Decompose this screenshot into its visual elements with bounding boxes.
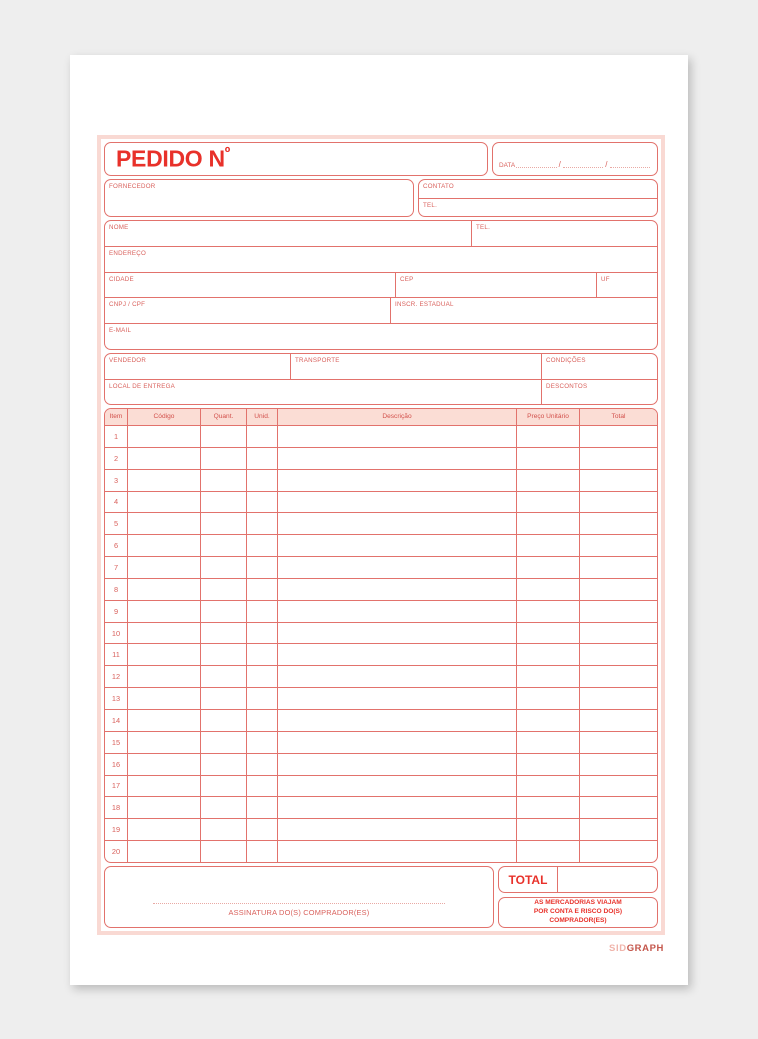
table-row — [105, 687, 657, 709]
order-number-field[interactable] — [104, 142, 488, 176]
supplier-strip — [104, 179, 658, 217]
cell-code[interactable] — [127, 797, 200, 818]
table-row — [105, 775, 657, 797]
cell-item-number — [105, 470, 127, 491]
cell-code[interactable] — [127, 623, 200, 644]
cell-item-number — [105, 579, 127, 600]
cell-code[interactable] — [127, 492, 200, 513]
cell-total[interactable] — [579, 601, 657, 622]
cell-code[interactable] — [127, 601, 200, 622]
cell-description[interactable] — [277, 492, 516, 513]
customer-row-tax — [105, 297, 657, 323]
brand-sid: SID — [609, 943, 627, 954]
table-row — [105, 840, 657, 862]
brand-logo — [609, 943, 664, 954]
cell-unit-price[interactable] — [516, 819, 579, 840]
total-row — [498, 866, 658, 893]
contact-label: CONTATO — [423, 183, 454, 190]
cell-total[interactable] — [579, 535, 657, 556]
cell-quantity[interactable] — [200, 426, 246, 447]
cell-unit[interactable] — [246, 513, 277, 534]
cell-description[interactable] — [277, 601, 516, 622]
cell-unit-price[interactable] — [516, 579, 579, 600]
cell-code[interactable] — [127, 754, 200, 775]
cell-description[interactable] — [277, 797, 516, 818]
row-number: 7 — [113, 562, 119, 572]
customer-tax-id-field[interactable] — [105, 298, 390, 323]
total-value-field[interactable] — [558, 867, 657, 892]
cell-unit-price[interactable] — [516, 754, 579, 775]
customer-state-label: UF — [601, 275, 610, 283]
cell-description[interactable] — [277, 819, 516, 840]
seller-field[interactable] — [105, 354, 290, 379]
table-row — [105, 600, 657, 622]
cell-unit-price[interactable] — [516, 797, 579, 818]
cell-item-number — [105, 732, 127, 753]
cell-quantity[interactable] — [200, 579, 246, 600]
contact-phone-field[interactable] — [419, 198, 657, 217]
column-header-total: Total — [579, 409, 657, 425]
date-field[interactable] — [492, 142, 658, 176]
cell-unit[interactable] — [246, 797, 277, 818]
row-number: 8 — [113, 584, 119, 594]
cell-quantity[interactable] — [200, 448, 246, 469]
cell-description[interactable] — [277, 644, 516, 665]
table-row — [105, 578, 657, 600]
shipping-notice-line-1: AS MERCADORIAS VIAJAM — [534, 899, 622, 907]
cell-item-number — [105, 535, 127, 556]
table-row — [105, 447, 657, 469]
table-row — [105, 622, 657, 644]
cell-quantity[interactable] — [200, 644, 246, 665]
footer-strip — [104, 866, 658, 928]
table-row — [105, 818, 657, 840]
cell-unit[interactable] — [246, 448, 277, 469]
cell-unit-price[interactable] — [516, 732, 579, 753]
brand-graph: GRAPH — [626, 943, 664, 954]
cell-item-number — [105, 601, 127, 622]
cell-quantity[interactable] — [200, 819, 246, 840]
cell-unit-price[interactable] — [516, 513, 579, 534]
cell-item-number — [105, 557, 127, 578]
column-header-unit-price: Preço Unitário — [516, 409, 579, 425]
customer-phone-field[interactable] — [471, 221, 657, 246]
cell-total[interactable] — [579, 688, 657, 709]
transport-field[interactable] — [290, 354, 541, 379]
cell-code[interactable] — [127, 535, 200, 556]
cell-description[interactable] — [277, 841, 516, 862]
cell-total[interactable] — [579, 732, 657, 753]
cell-quantity[interactable] — [200, 797, 246, 818]
cell-unit-price[interactable] — [516, 644, 579, 665]
cell-item-number — [105, 797, 127, 818]
table-row — [105, 709, 657, 731]
cell-code[interactable] — [127, 841, 200, 862]
cell-code[interactable] — [127, 710, 200, 731]
cell-description[interactable] — [277, 448, 516, 469]
cell-code[interactable] — [127, 513, 200, 534]
cell-description[interactable] — [277, 426, 516, 447]
customer-row-address — [105, 246, 657, 272]
cell-quantity[interactable] — [200, 513, 246, 534]
cell-item-number — [105, 513, 127, 534]
table-row — [105, 643, 657, 665]
cell-total[interactable] — [579, 470, 657, 491]
row-number: 20 — [111, 846, 121, 856]
contact-field[interactable] — [419, 180, 657, 198]
customer-city-field[interactable] — [105, 273, 395, 298]
customer-block — [104, 220, 658, 350]
cell-quantity[interactable] — [200, 841, 246, 862]
cell-quantity[interactable] — [200, 623, 246, 644]
cell-total[interactable] — [579, 513, 657, 534]
cell-total[interactable] — [579, 623, 657, 644]
cell-total[interactable] — [579, 492, 657, 513]
cell-code[interactable] — [127, 579, 200, 600]
row-number: 4 — [113, 497, 119, 507]
cell-code[interactable] — [127, 644, 200, 665]
cell-total[interactable] — [579, 426, 657, 447]
cell-unit-price[interactable] — [516, 666, 579, 687]
cell-unit-price[interactable] — [516, 601, 579, 622]
column-header-description: Descrição — [277, 409, 516, 425]
delivery-place-field[interactable] — [105, 380, 541, 405]
logistics-block — [104, 353, 658, 405]
row-number: 10 — [111, 628, 121, 638]
items-table — [104, 408, 658, 863]
cell-quantity[interactable] — [200, 688, 246, 709]
ordinal-mark: º — [224, 144, 230, 162]
row-number: 15 — [111, 737, 121, 747]
row-number: 13 — [111, 694, 121, 704]
cell-quantity[interactable] — [200, 732, 246, 753]
cell-unit[interactable] — [246, 470, 277, 491]
cell-item-number — [105, 623, 127, 644]
customer-row-name — [105, 221, 657, 246]
row-number: 18 — [111, 803, 121, 813]
cell-unit[interactable] — [246, 841, 277, 862]
footer-right-column — [498, 866, 658, 928]
row-number: 6 — [113, 541, 119, 551]
table-row — [105, 491, 657, 513]
cell-description[interactable] — [277, 688, 516, 709]
customer-row-email — [105, 323, 657, 349]
date-label: DATA — [499, 162, 516, 169]
page-title: PEDIDO $N^º$ — [116, 144, 230, 172]
contact-phone-label: TEL. — [423, 201, 438, 209]
shipping-notice — [498, 897, 658, 928]
customer-name-field[interactable] — [105, 221, 471, 246]
column-header-code: Código — [127, 409, 200, 425]
discounts-label: DESCONTOS — [546, 382, 588, 390]
cell-code[interactable] — [127, 470, 200, 491]
seller-label: VENDEDOR — [109, 357, 147, 364]
cell-unit[interactable] — [246, 666, 277, 687]
cell-item-number — [105, 644, 127, 665]
row-number: 14 — [111, 715, 121, 725]
cell-total[interactable] — [579, 797, 657, 818]
table-row — [105, 753, 657, 775]
cell-unit-price[interactable] — [516, 492, 579, 513]
cell-total[interactable] — [579, 644, 657, 665]
cell-item-number — [105, 841, 127, 862]
logistics-row-seller — [105, 354, 657, 379]
cell-quantity[interactable] — [200, 776, 246, 797]
paper-sheet — [70, 55, 688, 985]
total-label: TOTAL — [499, 867, 558, 892]
cell-total[interactable] — [579, 579, 657, 600]
cell-item-number — [105, 819, 127, 840]
table-row — [105, 731, 657, 753]
cell-unit-price[interactable] — [516, 776, 579, 797]
cell-description[interactable] — [277, 776, 516, 797]
table-row — [105, 426, 657, 447]
row-number: 12 — [111, 672, 121, 682]
row-number: 5 — [113, 519, 119, 529]
table-row — [105, 796, 657, 818]
customer-tax-id-label: CNPJ / CPF — [109, 301, 146, 309]
items-table-header — [105, 409, 657, 426]
cell-unit[interactable] — [246, 426, 277, 447]
cell-unit[interactable] — [246, 601, 277, 622]
cell-total[interactable] — [579, 557, 657, 578]
cell-code[interactable] — [127, 819, 200, 840]
cell-code[interactable] — [127, 426, 200, 447]
cell-total[interactable] — [579, 754, 657, 775]
cell-item-number — [105, 666, 127, 687]
table-row — [105, 512, 657, 534]
date-separator-2: / — [605, 160, 608, 169]
date-day-blank[interactable] — [516, 162, 556, 168]
cell-unit[interactable] — [246, 535, 277, 556]
cell-code[interactable] — [127, 776, 200, 797]
customer-state-field[interactable] — [596, 273, 657, 298]
customer-email-field[interactable] — [105, 324, 657, 349]
table-row — [105, 534, 657, 556]
cell-unit-price[interactable] — [516, 710, 579, 731]
customer-zip-label: CEP — [400, 275, 414, 283]
cell-unit[interactable] — [246, 710, 277, 731]
cell-unit-price[interactable] — [516, 426, 579, 447]
cell-description[interactable] — [277, 513, 516, 534]
cell-quantity[interactable] — [200, 492, 246, 513]
customer-name-label: NOME — [109, 224, 129, 231]
date-year-blank[interactable] — [610, 162, 650, 168]
cell-quantity[interactable] — [200, 754, 246, 775]
cell-total[interactable] — [579, 448, 657, 469]
table-row — [105, 665, 657, 687]
cell-code[interactable] — [127, 666, 200, 687]
cell-code[interactable] — [127, 688, 200, 709]
cell-description[interactable] — [277, 666, 516, 687]
cell-unit[interactable] — [246, 557, 277, 578]
customer-zip-field[interactable] — [395, 273, 596, 298]
cell-unit-price[interactable] — [516, 470, 579, 491]
table-row — [105, 469, 657, 491]
cell-unit-price[interactable] — [516, 623, 579, 644]
order-form — [97, 135, 665, 935]
cell-description[interactable] — [277, 623, 516, 644]
cell-quantity[interactable] — [200, 666, 246, 687]
cell-unit[interactable] — [246, 623, 277, 644]
column-header-quantity: Quant. — [200, 409, 246, 425]
cell-description[interactable] — [277, 754, 516, 775]
date-month-blank[interactable] — [563, 162, 603, 168]
row-number: 11 — [112, 650, 120, 660]
cell-unit-price[interactable] — [516, 688, 579, 709]
cell-description[interactable] — [277, 710, 516, 731]
cell-unit[interactable] — [246, 579, 277, 600]
shipping-notice-line-2: POR CONTA E RISCO DO(S) — [533, 908, 623, 916]
row-number: 16 — [111, 759, 121, 769]
supplier-field[interactable] — [104, 179, 414, 217]
row-number: 9 — [113, 606, 119, 616]
signature-line — [153, 902, 445, 904]
row-number: 3 — [113, 475, 119, 485]
cell-description[interactable] — [277, 470, 516, 491]
cell-unit-price[interactable] — [516, 841, 579, 862]
cell-item-number — [105, 754, 127, 775]
contact-group — [418, 179, 658, 217]
cell-quantity[interactable] — [200, 710, 246, 731]
cell-description[interactable] — [277, 535, 516, 556]
cell-item-number — [105, 492, 127, 513]
transport-label: TRANSPORTE — [295, 357, 340, 364]
table-row — [105, 556, 657, 578]
cell-quantity[interactable] — [200, 601, 246, 622]
cell-description[interactable] — [277, 732, 516, 753]
cell-unit-price[interactable] — [516, 448, 579, 469]
shipping-notice-line-3: COMPRADOR(ES) — [549, 916, 607, 924]
cell-item-number — [105, 776, 127, 797]
cell-description[interactable] — [277, 557, 516, 578]
row-number: 17 — [111, 781, 121, 791]
cell-code[interactable] — [127, 732, 200, 753]
logistics-row-delivery — [105, 379, 657, 405]
items-table-body — [105, 426, 657, 862]
cell-total[interactable] — [579, 710, 657, 731]
row-number: 19 — [111, 825, 121, 835]
customer-address-field[interactable] — [105, 247, 657, 272]
row-number: 2 — [113, 453, 119, 463]
cell-total[interactable] — [579, 819, 657, 840]
cell-unit[interactable] — [246, 644, 277, 665]
cell-unit[interactable] — [246, 492, 277, 513]
cell-code[interactable] — [127, 557, 200, 578]
cell-quantity[interactable] — [200, 557, 246, 578]
signature-label: ASSINATURA DO(S) COMPRADOR(ES) — [228, 908, 370, 917]
cell-item-number — [105, 448, 127, 469]
cell-code[interactable] — [127, 448, 200, 469]
customer-phone-label: TEL. — [476, 224, 491, 231]
cell-unit-price[interactable] — [516, 557, 579, 578]
cell-total[interactable] — [579, 776, 657, 797]
cell-quantity[interactable] — [200, 535, 246, 556]
delivery-place-label: LOCAL DE ENTREGA — [109, 382, 176, 390]
conditions-field[interactable] — [541, 354, 657, 379]
customer-state-reg-field[interactable] — [390, 298, 657, 323]
discounts-field[interactable] — [541, 380, 657, 405]
cell-description[interactable] — [277, 579, 516, 600]
cell-item-number — [105, 710, 127, 731]
cell-unit[interactable] — [246, 819, 277, 840]
row-number: 1 — [113, 431, 119, 441]
conditions-label: CONDIÇÕES — [546, 357, 586, 364]
date-separator-1: / — [558, 160, 561, 169]
cell-unit[interactable] — [246, 732, 277, 753]
cell-total[interactable] — [579, 666, 657, 687]
customer-city-label: CIDADE — [109, 275, 134, 283]
customer-state-reg-label: INSCR. ESTADUAL — [395, 301, 454, 309]
customer-email-label: E-MAIL — [109, 327, 132, 335]
cell-unit[interactable] — [246, 776, 277, 797]
column-header-item: Item — [109, 412, 123, 420]
cell-unit[interactable] — [246, 688, 277, 709]
supplier-label: FORNECEDOR — [109, 183, 156, 190]
signature-field[interactable] — [104, 866, 494, 928]
title-strip — [104, 142, 658, 176]
column-header-unit: Unid. — [246, 409, 277, 425]
cell-item-number — [105, 426, 127, 447]
cell-total[interactable] — [579, 841, 657, 862]
cell-quantity[interactable] — [200, 470, 246, 491]
customer-address-label: ENDEREÇO — [109, 249, 147, 257]
cell-item-number — [105, 688, 127, 709]
cell-unit[interactable] — [246, 754, 277, 775]
customer-row-city — [105, 272, 657, 298]
cell-unit-price[interactable] — [516, 535, 579, 556]
